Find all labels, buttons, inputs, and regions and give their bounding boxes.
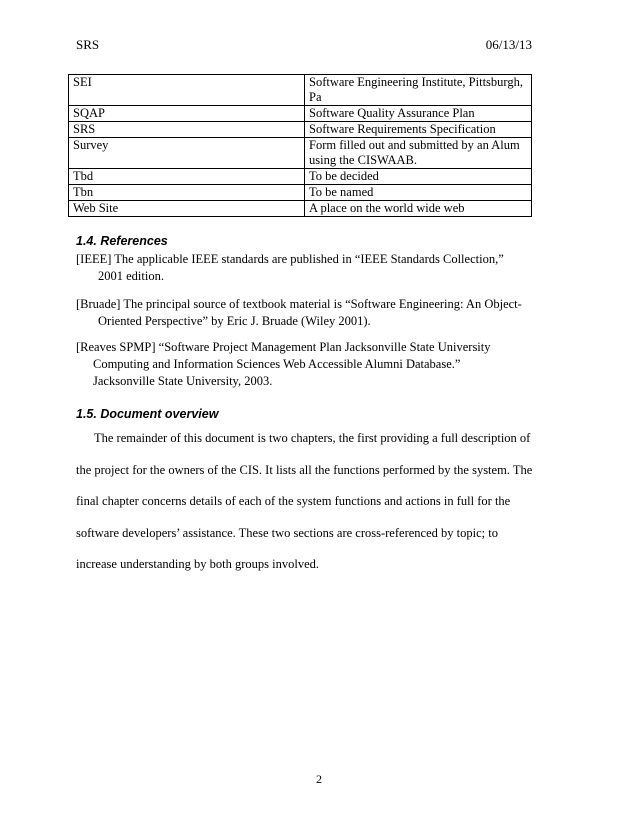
table-row <box>69 75 532 106</box>
reference-line: Jacksonville State University, 2003. <box>93 374 273 388</box>
overview-paragraph: The remainder of this document is two chapters, the first providing a full description of the project for the owners of the CIS. It lists all the functions performed by the system. The final chapter concerns details of each of the system functions and actions in full for the software developers’ assistance. These two sections are cross-referenced by topic; to increase understanding by both groups involved. <box>76 431 533 571</box>
header-title: SRS <box>76 37 100 52</box>
acronym-term: SRS <box>69 122 305 138</box>
acronym-definition: Form filled out and submitted by an Alum using the CISWAAB. <box>305 138 532 169</box>
reference-ieee <box>76 251 531 285</box>
acronyms-table <box>68 74 532 217</box>
table-row <box>69 185 532 201</box>
acronym-definition: To be decided <box>305 169 532 185</box>
table-row <box>69 169 532 185</box>
table-row <box>69 201 532 217</box>
acronym-term: Survey <box>69 138 305 169</box>
overview-heading: 1.5. Document overview <box>76 407 219 421</box>
table-row <box>69 106 532 122</box>
reference-line: [Bruade] The principal source of textbook material is “Software Engineering: An Object- <box>76 297 522 311</box>
reference-line: [IEEE] The applicable IEEE standards are published in “IEEE Standards Collection,” <box>76 252 504 266</box>
acronym-term: Tbd <box>69 169 305 185</box>
acronym-term: SQAP <box>69 106 305 122</box>
acronym-definition: Software Quality Assurance Plan <box>305 106 532 122</box>
page-number: 2 <box>316 772 322 786</box>
references-heading: 1.4. References <box>76 234 168 248</box>
acronym-term: Web Site <box>69 201 305 217</box>
acronym-definition: To be named <box>305 185 532 201</box>
reference-line: Computing and Information Sciences Web Accessible Alumni Database.” <box>93 357 461 371</box>
reference-spmp <box>76 339 531 390</box>
acronym-term: SEI <box>69 75 305 106</box>
reference-bruade <box>76 296 531 330</box>
table-row <box>69 138 532 169</box>
header-date: 06/13/13 <box>485 37 532 52</box>
acronym-term: Tbn <box>69 185 305 201</box>
table-row <box>69 122 532 138</box>
reference-line: 2001 edition. <box>98 269 164 283</box>
acronym-definition: A place on the world wide web <box>305 201 532 217</box>
acronym-definition: Software Engineering Institute, Pittsburgh, Pa <box>305 75 532 106</box>
reference-line: [Reaves SPMP] “Software Project Management Plan Jacksonville State University <box>76 340 491 354</box>
reference-line: Oriented Perspective” by Eric J. Bruade (Wiley 2001). <box>98 314 371 328</box>
acronym-definition: Software Requirements Specification <box>305 122 532 138</box>
